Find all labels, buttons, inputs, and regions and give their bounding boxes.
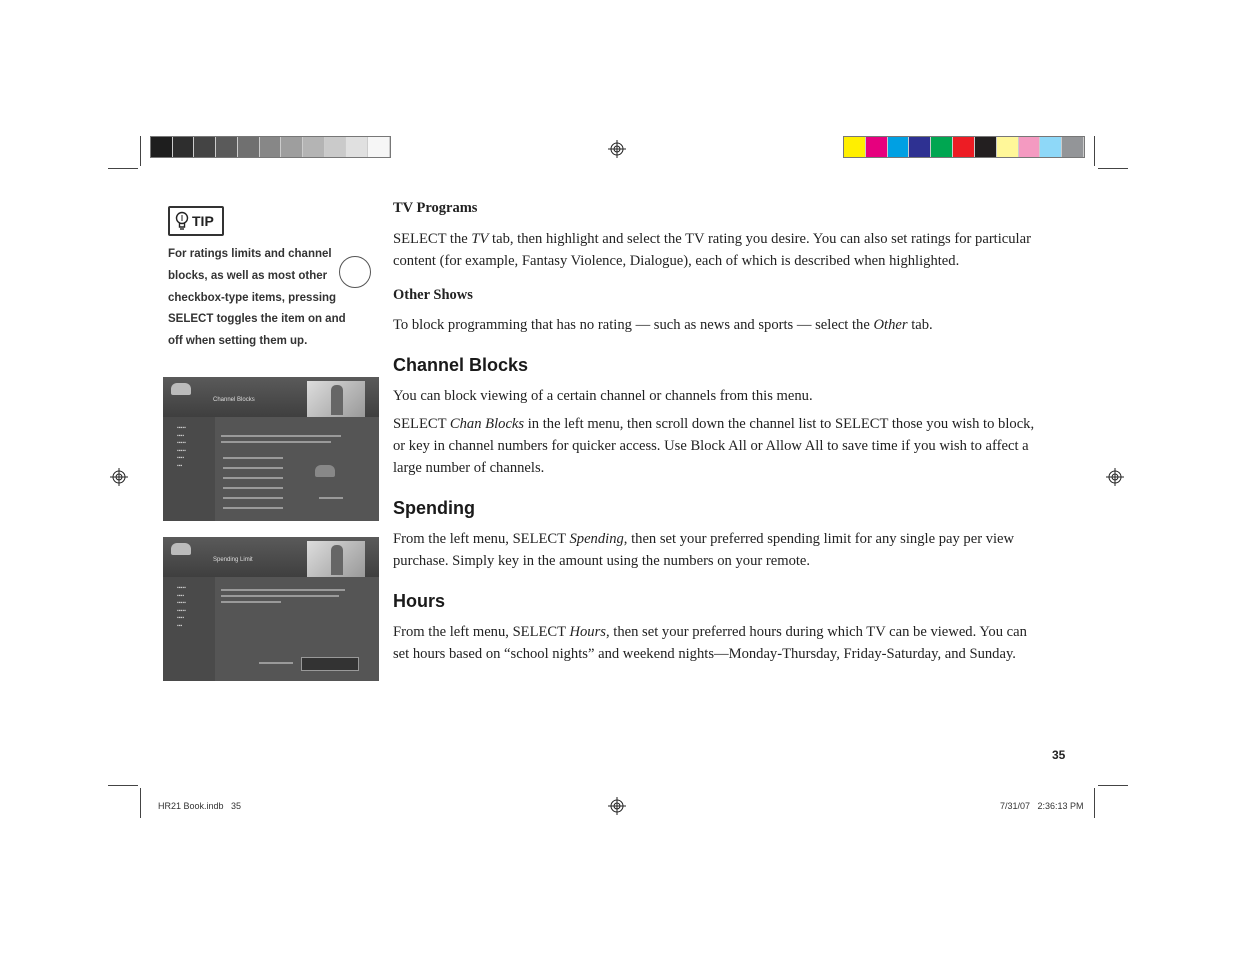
color-swatch: [1062, 137, 1084, 157]
color-swatch: [238, 137, 260, 157]
screenshot-title: Channel Blocks: [213, 397, 255, 403]
tv-programs-heading: TV Programs: [393, 200, 478, 216]
color-swatch: [953, 137, 975, 157]
spending-limit-screenshot: [163, 537, 379, 681]
color-swatch: [303, 137, 325, 157]
color-swatch: [368, 137, 390, 157]
color-swatch: [931, 137, 953, 157]
registration-mark-icon: [110, 468, 128, 486]
video-thumbnail: [307, 381, 365, 417]
tip-badge: [168, 206, 224, 236]
channel-blocks-screenshot: [163, 377, 379, 521]
spending-paragraph: From the left menu, SELECT Spending, then set your preferred spending limit for any single pay per view purchase. Simply key in the amount using the numbers on your remote.: [393, 531, 1015, 569]
footer-file: HR21 Book.indb 35: [158, 801, 242, 811]
color-swatch: [346, 137, 368, 157]
color-swatch: [281, 137, 303, 157]
screenshot-menu: ▪▪▪▪▪ ▪▪▪▪ ▪▪▪▪▪ ▪▪▪▪▪ ▪▪▪▪ ▪▪▪: [177, 585, 186, 629]
color-swatch: [151, 137, 173, 157]
spending-heading: Spending: [393, 498, 475, 518]
registration-mark-icon: [608, 797, 626, 815]
footer-timestamp: 7/31/07 2:36:13 PM: [1000, 801, 1084, 811]
video-thumbnail: [307, 541, 365, 577]
channel-blocks-paragraph-1: You can block viewing of a certain channel or channels from this menu.: [393, 388, 813, 404]
other-shows-paragraph: To block programming that has no rating — such as news and sports — select the Other tab.: [393, 317, 933, 333]
process-color-bar: [843, 136, 1085, 158]
channel-blocks-heading: Channel Blocks: [393, 355, 529, 375]
hours-heading: Hours: [393, 591, 446, 611]
tv-programs-paragraph: SELECT the TV tab, then highlight and select the TV rating you desire. You can also set ratings for particular content (for example, Fantasy Violence, Dialogue), each of which is described when highlighted.: [393, 231, 1031, 269]
tip-label: TIP: [192, 213, 214, 229]
color-swatch: [975, 137, 997, 157]
screenshot-menu: ▪▪▪▪▪ ▪▪▪▪ ▪▪▪▪▪ ▪▪▪▪▪ ▪▪▪▪ ▪▪▪: [177, 425, 186, 469]
crop-mark: [1094, 136, 1095, 166]
registration-mark-icon: [1106, 468, 1124, 486]
crop-mark: [140, 136, 141, 166]
color-swatch: [866, 137, 888, 157]
grayscale-color-bar: [150, 136, 391, 158]
color-swatch: [888, 137, 910, 157]
color-swatch: [325, 137, 347, 157]
color-swatch: [260, 137, 282, 157]
color-swatch: [1040, 137, 1062, 157]
page-number: 35: [1052, 748, 1066, 762]
logo-icon: [171, 383, 191, 395]
color-swatch: [194, 137, 216, 157]
color-swatch: [997, 137, 1019, 157]
crop-mark: [1098, 168, 1128, 169]
color-swatch: [216, 137, 238, 157]
crop-mark: [108, 168, 138, 169]
hours-paragraph: From the left menu, SELECT Hours, then set your preferred hours during which TV can be viewed. You can set hours based on “school nights” and weekend nights—Monday-Thursday, Friday-Saturday, and Sunday.: [393, 624, 1027, 662]
crop-mark: [1098, 785, 1128, 786]
color-swatch: [909, 137, 931, 157]
crop-mark: [1094, 788, 1095, 818]
screenshot-title: Spending Limit: [213, 557, 253, 563]
color-swatch: [844, 137, 866, 157]
logo-icon: [171, 543, 191, 555]
channel-blocks-paragraph-2: SELECT Chan Blocks in the left menu, then scroll down the channel list to SELECT those you wish to block, or key in channel numbers for quicker access. Use Block All or Allow All to save time if you wish to affect a large number of channels.: [393, 416, 1035, 476]
lightbulb-icon: [174, 210, 190, 232]
color-swatch: [173, 137, 195, 157]
registration-mark-icon: [608, 140, 626, 158]
other-shows-heading: Other Shows: [393, 287, 473, 303]
crop-mark: [108, 785, 138, 786]
tip-text: For ratings limits and channel blocks, as well as most other checkbox-type items, pressing SELECT toggles the item on and off when setting them up.: [168, 248, 346, 348]
color-swatch: [1019, 137, 1041, 157]
crop-mark: [140, 788, 141, 818]
